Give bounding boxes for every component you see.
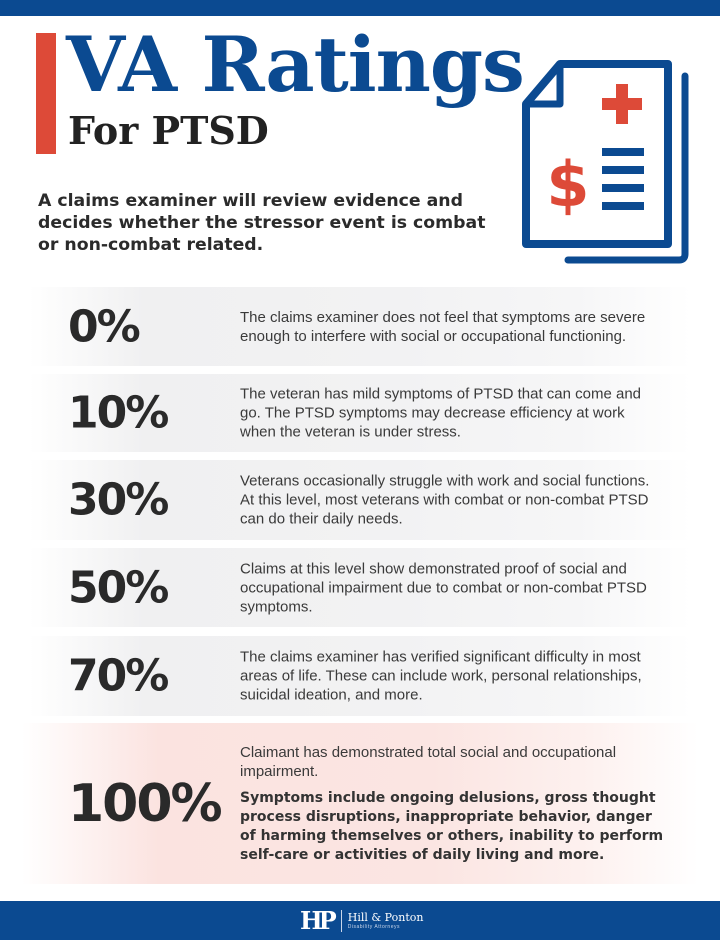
document-medical-billing-icon [520, 56, 690, 266]
rating-row-100 [0, 723, 720, 884]
rating-percent: 30% [68, 474, 168, 526]
rating-row-10 [0, 374, 720, 452]
page-subtitle: For PTSD [68, 108, 269, 153]
page-title: VA Ratings [66, 20, 524, 109]
rating-description: The claims examiner does not feel that symptoms are severe enough to interfere with social or occupational functioning. [240, 308, 646, 345]
logo-monogram: HP [300, 906, 333, 935]
title-accent-bar [36, 33, 56, 154]
rating-percent: 70% [68, 650, 168, 702]
rating-description-block [240, 743, 670, 865]
rating-percent: 100% [68, 773, 221, 834]
logo-tagline: Disability Attorneys [347, 923, 400, 930]
rating-percent: 50% [68, 562, 168, 613]
rating-row-30 [0, 460, 720, 540]
footer-bar [0, 901, 720, 940]
rating-percent: 10% [68, 387, 168, 439]
svg-text:$: $ [546, 148, 590, 221]
rating-row-70 [0, 636, 720, 716]
rating-percent: 0% [68, 301, 139, 352]
rating-row-0 [0, 287, 720, 366]
rating-description: Veterans occasionally struggle with work and social functions. At this level, most veterans with combat or non-combat PTSD can do their daily needs. [240, 472, 650, 528]
rating-description: The claims examiner has verified significant difficulty in most areas of life. These can include work, personal relationships, suicidal ideation, and more. [240, 648, 642, 704]
rating-symptom-detail: Symptoms include ongoing delusions, gross thought process disruptions, inappropriate behavior, danger of harming themselves or others, inability to perform self-care or activities of daily living and more. [240, 789, 664, 863]
logo-company-name: Hill & Ponton [347, 910, 424, 924]
rating-description: Claimant has demonstrated total social and occupational impairment. [240, 743, 617, 780]
rating-description: Claims at this level show demonstrated proof of social and occupational impairment due to combat or non-combat PTSD symptoms. [240, 560, 647, 615]
logo-wordmark [348, 912, 424, 930]
company-logo [300, 907, 423, 934]
top-banner-bar [0, 0, 720, 16]
logo-divider [341, 910, 342, 932]
rating-description: The veteran has mild symptoms of PTSD that can come and go. The PTSD symptoms may decrease efficiency at work when the veteran is under stress. [240, 385, 642, 441]
rating-row-50 [0, 548, 720, 627]
intro-text: A claims examiner will review evidence and decides whether the stressor event is combat or non-combat related. [38, 191, 486, 255]
